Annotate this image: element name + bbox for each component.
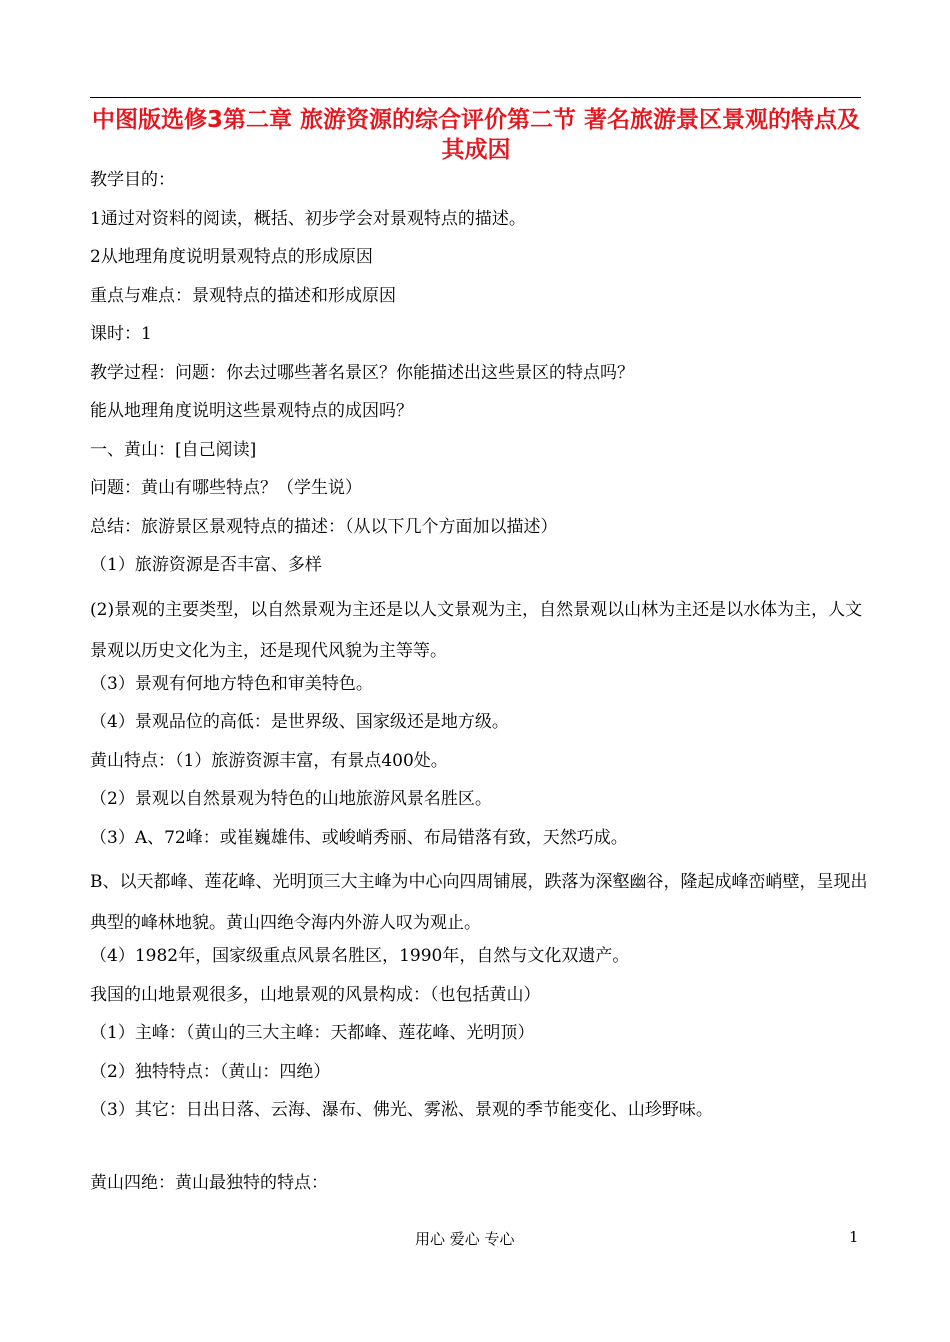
text-line: 1通过对资料的阅读，概括、初步学会对景观特点的描述。 [90, 208, 526, 229]
text-line: 我国的山地景观很多，山地景观的风景构成：（也包括黄山） [90, 984, 541, 1005]
text-line: （4）1982年，国家级重点风景名胜区，1990年，自然与文化双遗产。 [90, 946, 630, 966]
text-paragraph: B、以天都峰、莲花峰、光明顶三大主峰为中心向四周铺展，跌落为深壑幽谷，隆起成峰峦峭壁，呈现出典型的峰林地貌。黄山四绝令海内外游人叹为观止。 [90, 872, 868, 933]
text-line: 2从地理角度说明景观特点的形成原因 [90, 247, 373, 267]
text-line: 能从地理角度说明这些景观特点的成因吗？ [90, 401, 413, 421]
text-line: （1）主峰：（黄山的三大主峰：天都峰、莲花峰、光明顶） [90, 1023, 535, 1043]
text-line: 重点与难点：景观特点的描述和形成原因 [90, 285, 396, 306]
document-body [90, 166, 870, 1207]
text-line: （4）景观品位的高低：是世界级、国家级还是地方级。 [90, 712, 509, 732]
blank-gap [90, 1135, 870, 1169]
text-line: 黄山特点：（1）旅游资源丰富，有景点400处。 [90, 750, 448, 771]
text-line: 教学目的： [90, 170, 175, 190]
text-line: （3）其它：日出日落、云海、瀑布、佛光、雾淞、景观的季节能变化、山珍野味。 [90, 1100, 713, 1120]
text-line: 课时：1 [90, 324, 152, 344]
section-heading: 一、黄山：[自己阅读] [90, 439, 257, 460]
text-line: （2）独特特点：（黄山：四绝） [90, 1061, 331, 1082]
text-line: 教学过程：问题：你去过哪些著名景区？你能描述出这些景区的特点吗？ [90, 362, 634, 383]
text-line: 黄山四绝：黄山最独特的特点： [90, 1172, 328, 1193]
text-line: （3）景观有何地方特色和审美特色。 [90, 673, 373, 694]
text-line: （1）旅游资源是否丰富、多样 [90, 555, 322, 575]
document-title: 中图版选修3第二章 旅游资源的综合评价第二节 著名旅游景区景观的特点及其成因 [91, 107, 861, 163]
footer-slogan: 用心 爱心 专心 [415, 1230, 515, 1248]
text-line: 问题：黄山有哪些特点？（学生说） [90, 478, 362, 498]
header-rule [90, 97, 861, 98]
text-line: 总结：旅游景区景观特点的描述：（从以下几个方面加以描述） [90, 516, 558, 537]
text-line: （2）景观以自然景观为特色的山地旅游风景名胜区。 [90, 789, 492, 809]
page-number: 1 [849, 1228, 859, 1246]
text-paragraph: (2)景观的主要类型，以自然景观为主还是以人文景观为主，自然景观以山林为主还是以水体为主，人文景观以历史文化为主，还是现代风貌为主等等。 [90, 599, 863, 661]
text-line: （3）A、72峰：或崔巍雄伟、或峻峭秀丽、布局错落有致，天然巧成。 [90, 827, 628, 848]
